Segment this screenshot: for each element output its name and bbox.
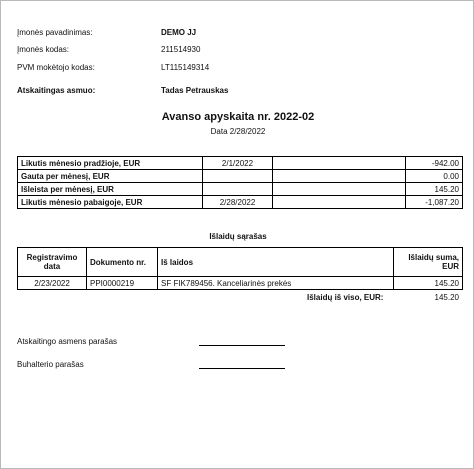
summary-note — [273, 183, 406, 196]
expenses-total-label: Išlaidų iš viso, EUR: — [307, 293, 384, 302]
summary-note — [273, 196, 406, 209]
summary-note — [273, 157, 406, 170]
expenses-total-value: 145.20 — [434, 293, 459, 302]
expense-amount: 145.20 — [394, 277, 463, 290]
summary-amount: 145.20 — [406, 183, 463, 196]
table-row — [18, 183, 463, 196]
company-name-label: Įmonės pavadinimas: — [17, 28, 93, 37]
company-code-value: 211514930 — [161, 45, 201, 54]
summary-label: Gauta per mėnesį, EUR — [18, 170, 203, 183]
summary-label: Likutis mėnesio pabaigoje, EUR — [18, 196, 203, 209]
table-header-row — [18, 248, 463, 277]
column-header-from-where: Iš laidos — [158, 248, 394, 277]
report-date: Data 2/28/2022 — [210, 127, 266, 136]
company-name-value: DEMO JJ — [161, 28, 197, 37]
vat-code-value: LT115149314 — [161, 63, 210, 72]
summary-date — [203, 170, 273, 183]
summary-amount: -942.00 — [406, 157, 463, 170]
column-header-reg-date: Registravimo data — [18, 248, 87, 277]
expense-doc-no: PPI0000219 — [87, 277, 158, 290]
summary-amount: -1,087.20 — [406, 196, 463, 209]
accountant-signature-label: Buhalterio parašas — [17, 360, 84, 369]
accountant-signature-line — [199, 368, 285, 369]
expenses-section-title: Išlaidų sąrašas — [209, 232, 267, 241]
summary-amount: 0.00 — [406, 170, 463, 183]
report-title: Avanso apyskaita nr. 2022-02 — [161, 111, 315, 123]
person-signature-line — [199, 345, 285, 346]
expenses-table — [17, 247, 463, 290]
summary-date — [203, 183, 273, 196]
expense-reg-date: 2/23/2022 — [18, 277, 87, 290]
column-header-doc-no: Dokumento nr. — [87, 248, 158, 277]
table-row — [18, 170, 463, 183]
column-header-amount: Išlaidų suma, EUR — [394, 248, 463, 277]
table-row — [18, 277, 463, 290]
summary-date: 2/28/2022 — [203, 196, 273, 209]
company-code-label: Įmonės kodas: — [17, 45, 70, 54]
accountable-person-value: Tadas Petrauskas — [161, 86, 229, 95]
summary-note — [273, 170, 406, 183]
vat-code-label: PVM mokėtojo kodas: — [17, 63, 95, 72]
accountable-person-label: Atskaitingas asmuo: — [17, 86, 96, 95]
summary-date: 2/1/2022 — [203, 157, 273, 170]
summary-label: Likutis mėnesio pradžioje, EUR — [18, 157, 203, 170]
balance-summary-table — [17, 156, 463, 209]
table-row — [18, 196, 463, 209]
person-signature-label: Atskaitingo asmens parašas — [17, 337, 118, 346]
table-row — [18, 157, 463, 170]
summary-label: Išleista per mėnesį, EUR — [18, 183, 203, 196]
expense-description: SF FIK789456. Kanceliarinės prekės — [158, 277, 394, 290]
